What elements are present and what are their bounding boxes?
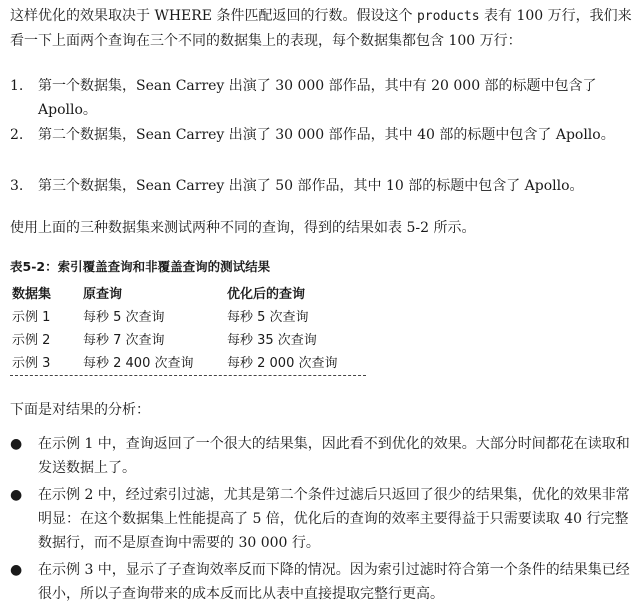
dataset-item-2 — [10, 123, 632, 147]
bullet-icon: ● — [10, 487, 23, 503]
table-row — [10, 329, 366, 352]
analysis-bullet — [10, 432, 632, 480]
cell-optimized: 每秒 35 次查询 — [227, 333, 317, 348]
table-row — [10, 352, 366, 375]
dataset-text: 第三个数据集，Sean Carrey 出演了 50 部作品，其中 10 部的标题中包含了 Apollo。 — [38, 178, 584, 194]
dataset-item-1 — [10, 74, 632, 122]
table-header-row — [10, 283, 366, 306]
analysis-bullet — [10, 558, 632, 606]
cell-optimized: 每秒 2 000 次查询 — [227, 356, 338, 371]
cell-dataset: 示例 2 — [12, 333, 51, 348]
analysis-bullet — [10, 483, 632, 555]
analysis-intro: 下面是对结果的分析： — [10, 402, 150, 418]
results-table — [10, 283, 366, 376]
intro-text-after: 表有 100 万行，我们来看一下上面两个查询在三个不同的数据集上的表现，每个数据集都包含 100 万行： — [10, 8, 632, 49]
bullet-text: 在示例 1 中，查询返回了一个很大的结果集，因此看不到优化的效果。大部分时间都花在读取和发送数据上了。 — [38, 436, 630, 476]
dataset-number: 3. — [10, 178, 24, 194]
bullet-icon: ● — [10, 436, 23, 452]
table-caption: 表5-2：索引覆盖查询和非覆盖查询的测试结果 — [10, 259, 271, 274]
cell-dataset: 示例 1 — [12, 310, 51, 325]
dataset-text: 第一个数据集，Sean Carrey 出演了 30 000 部作品，其中有 20 000 部的标题中包含了 Apollo。 — [38, 78, 597, 118]
dataset-item-3 — [10, 174, 632, 198]
bullet-text: 在示例 2 中，经过索引过滤，尤其是第二个条件过滤后只返回了很少的结果集，优化的效果非常明显：在这个数据集上性能提高了 5 倍，优化后的查询的效率主要得益于只需要读取 40 行完整数据行，而不是原查询中需要的 30 000 行。 — [38, 487, 630, 551]
intro-paragraph — [10, 4, 632, 53]
cell-original: 每秒 7 次查询 — [83, 333, 165, 348]
header-optimized-query: 优化后的查询 — [227, 287, 306, 302]
cell-dataset: 示例 3 — [12, 356, 51, 371]
cell-original: 每秒 5 次查询 — [83, 310, 165, 325]
table-row — [10, 306, 366, 329]
header-original-query: 原查询 — [83, 287, 123, 302]
header-dataset: 数据集 — [12, 287, 52, 302]
cell-original: 每秒 2 400 次查询 — [83, 356, 194, 371]
dataset-number: 2. — [10, 127, 24, 143]
cell-optimized: 每秒 5 次查询 — [227, 310, 309, 325]
bullet-icon: ● — [10, 562, 23, 578]
bullet-text: 在示例 3 中，显示了子查询效率反而下降的情况。因为索引过滤时符合第一个条件的结果集已经很小，所以子查询带来的成本反而比从表中直接提取完整行更高。 — [38, 562, 630, 602]
analysis-list — [10, 432, 632, 609]
dataset-number: 1. — [10, 78, 24, 94]
intro-text-before: 这样优化的效果取决于 WHERE 条件匹配返回的行数。假设这个 — [10, 8, 417, 24]
test-description: 使用上面的三种数据集来测试两种不同的查询，得到的结果如表 5-2 所示。 — [10, 220, 476, 236]
dataset-text: 第二个数据集，Sean Carrey 出演了 30 000 部作品，其中 40 部的标题中包含了 Apollo。 — [38, 127, 615, 143]
intro-code-table-name: products — [416, 9, 480, 24]
